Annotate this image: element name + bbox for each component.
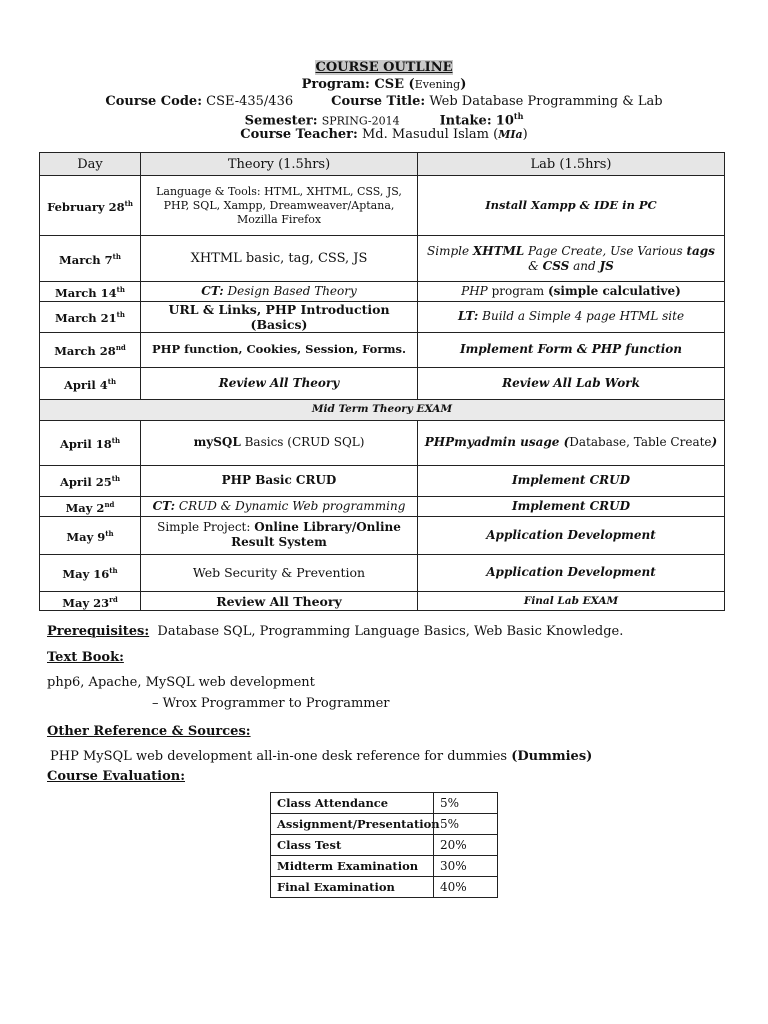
evaluation-table bbox=[270, 792, 498, 898]
eval-item: Class Test bbox=[271, 835, 434, 856]
table-row bbox=[271, 814, 498, 835]
table-row bbox=[40, 554, 725, 591]
lab-cell: PHPmyadmin usage (Database, Table Create) bbox=[418, 420, 725, 465]
lab-cell: Review All Lab Work bbox=[418, 367, 725, 399]
day-cell: May 16th bbox=[40, 554, 141, 591]
evaluation-heading: Course Evaluation: bbox=[47, 769, 185, 784]
textbook-line2: – Wrox Programmer to Programmer bbox=[152, 696, 390, 711]
day-cell: April 25th bbox=[40, 465, 141, 496]
eval-pct: 20% bbox=[434, 835, 498, 856]
table-row bbox=[40, 176, 725, 236]
theory-cell: CT: CRUD & Dynamic Web programming bbox=[141, 496, 418, 516]
midterm-row bbox=[40, 399, 725, 420]
day-cell: April 4th bbox=[40, 367, 141, 399]
references-heading: Other Reference & Sources: bbox=[47, 724, 251, 739]
table-row bbox=[271, 856, 498, 877]
lab-cell: LT: Build a Simple 4 page HTML site bbox=[418, 301, 725, 332]
day-cell: May 2nd bbox=[40, 496, 141, 516]
textbook-line1: php6, Apache, MySQL web development bbox=[47, 675, 315, 690]
lab-cell: Final Lab EXAM bbox=[418, 591, 725, 611]
theory-cell: mySQL Basics (CRUD SQL) bbox=[141, 420, 418, 465]
lab-cell: Implement CRUD bbox=[418, 496, 725, 516]
theory-cell: Review All Theory bbox=[141, 591, 418, 611]
course-code-line: Course Code: CSE-435/436 Course Title: Web Database Programming & Lab bbox=[105, 94, 663, 109]
day-cell: April 18th bbox=[40, 420, 141, 465]
table-row bbox=[40, 465, 725, 496]
eval-item: Final Examination bbox=[271, 877, 434, 898]
table-row bbox=[40, 236, 725, 282]
day-cell: May 23rd bbox=[40, 591, 141, 611]
prerequisites: Prerequisites: Database SQL, Programming Language Basics, Web Basic Knowledge. bbox=[47, 624, 624, 639]
table-header-row bbox=[40, 153, 725, 176]
eval-item: Class Attendance bbox=[271, 793, 434, 814]
col-day: Day bbox=[40, 153, 141, 176]
table-row bbox=[271, 877, 498, 898]
table-row bbox=[40, 367, 725, 399]
table-row bbox=[40, 591, 725, 611]
eval-item: Assignment/Presentation bbox=[271, 814, 434, 835]
eval-pct: 5% bbox=[434, 793, 498, 814]
day-cell: March 7th bbox=[40, 236, 141, 282]
program-line: Program: CSE (Evening) bbox=[301, 77, 467, 92]
page-title: COURSE OUTLINE bbox=[315, 60, 453, 75]
table-row bbox=[271, 835, 498, 856]
theory-cell: Review All Theory bbox=[141, 367, 418, 399]
day-cell: March 21th bbox=[40, 301, 141, 332]
theory-cell: URL & Links, PHP Introduction (Basics) bbox=[141, 301, 418, 332]
table-row bbox=[40, 282, 725, 302]
semester-line: Semester: SPRING-2014 Intake: 10th bbox=[244, 111, 524, 129]
lab-cell: Application Development bbox=[418, 554, 725, 591]
lab-cell: Install Xampp & IDE in PC bbox=[418, 176, 725, 236]
midterm-cell: Mid Term Theory EXAM bbox=[40, 399, 725, 420]
eval-pct: 40% bbox=[434, 877, 498, 898]
schedule-table bbox=[39, 152, 725, 611]
table-row bbox=[40, 332, 725, 367]
day-cell: March 14th bbox=[40, 282, 141, 302]
day-cell: March 28nd bbox=[40, 332, 141, 367]
theory-cell: XHTML basic, tag, CSS, JS bbox=[141, 236, 418, 282]
lab-cell: Implement Form & PHP function bbox=[418, 332, 725, 367]
table-row bbox=[40, 516, 725, 554]
theory-cell: Web Security & Prevention bbox=[141, 554, 418, 591]
lab-cell: Simple XHTML Page Create, Use Various tags & CSS and JS bbox=[418, 236, 725, 282]
theory-cell: PHP function, Cookies, Session, Forms. bbox=[141, 332, 418, 367]
eval-pct: 30% bbox=[434, 856, 498, 877]
teacher-line: Course Teacher: Md. Masudul Islam (MIa) bbox=[240, 127, 528, 142]
col-theory: Theory (1.5hrs) bbox=[141, 153, 418, 176]
day-cell: May 9th bbox=[40, 516, 141, 554]
table-row bbox=[40, 301, 725, 332]
day-cell: February 28th bbox=[40, 176, 141, 236]
col-lab: Lab (1.5hrs) bbox=[418, 153, 725, 176]
theory-cell: CT: Design Based Theory bbox=[141, 282, 418, 302]
eval-item: Midterm Examination bbox=[271, 856, 434, 877]
table-row bbox=[40, 496, 725, 516]
references-text: PHP MySQL web development all-in-one desk reference for dummies (Dummies) bbox=[50, 749, 593, 764]
theory-cell: Simple Project: Online Library/Online Result System bbox=[141, 516, 418, 554]
table-row bbox=[40, 420, 725, 465]
lab-cell: Application Development bbox=[418, 516, 725, 554]
table-row bbox=[271, 793, 498, 814]
lab-cell: Implement CRUD bbox=[418, 465, 725, 496]
theory-cell: PHP Basic CRUD bbox=[141, 465, 418, 496]
lab-cell: PHP program (simple calculative) bbox=[418, 282, 725, 302]
textbook-heading: Text Book: bbox=[47, 650, 124, 665]
eval-pct: 5% bbox=[434, 814, 498, 835]
theory-cell: Language & Tools: HTML, XHTML, CSS, JS, PHP, SQL, Xampp, Dreamweaver/Aptana, Mozilla Firefox bbox=[141, 176, 418, 236]
